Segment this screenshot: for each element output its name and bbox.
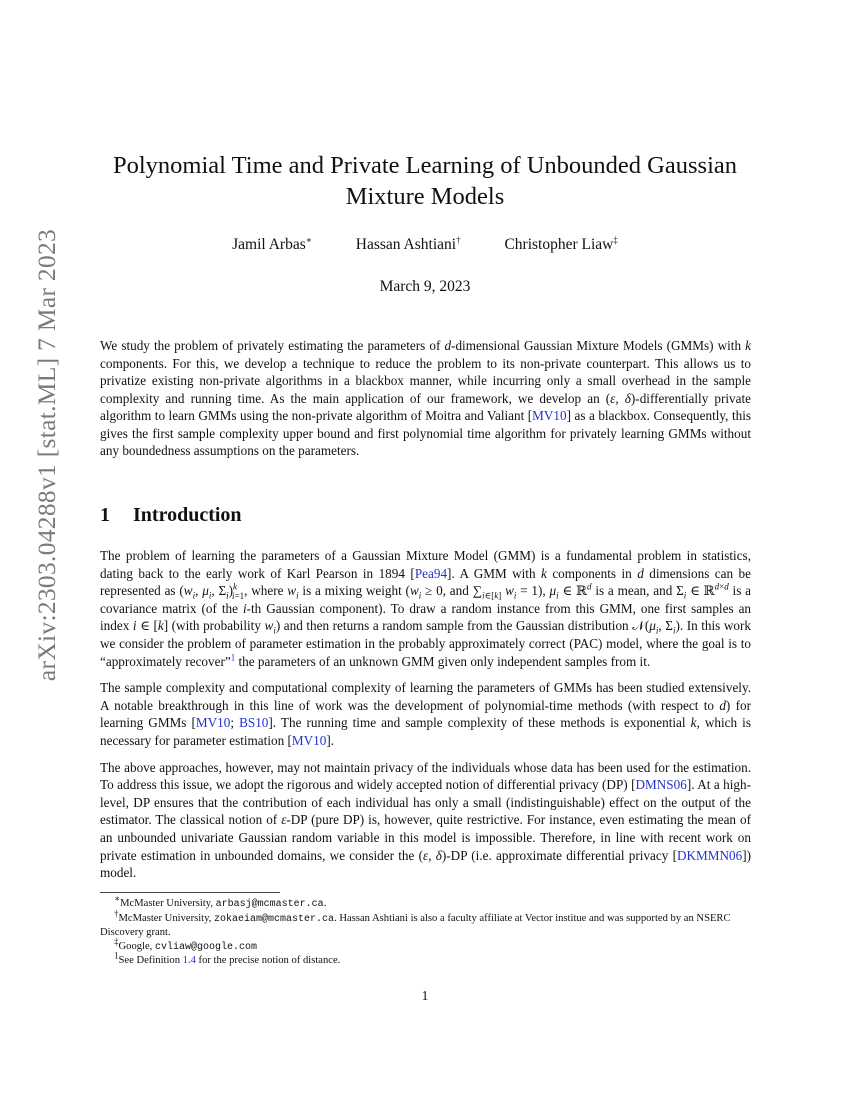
author-list [0,236,850,254]
citation-link[interactable]: MV10 [532,408,567,423]
citation-link[interactable]: DMNS06 [635,777,687,793]
page-number: 1 [421,988,429,1003]
footnote: $^1$See Definition 1.4 for the precise notion of distance. [114,950,341,966]
citation-link[interactable]: DKMMN06 [677,847,743,863]
footnote-rule [100,892,280,893]
footnote: ∗McMaster University, arbasj@mcmaster.ca. [114,893,327,910]
author: Hassan Ashtiani† [355,234,461,253]
footnotes [100,893,751,968]
author: Jamil Arbas∗ [232,234,312,253]
citation-link[interactable]: BS10 [239,715,269,731]
footnote: ‡Google, cvliaw@google.com [114,935,258,953]
abstract: We study the problem of privately estimating the parameters of d-dimensional Gaussian Mixture Models (GMMs) with k components. For this, we develop a technique to reduce the problem to its non-private counterpart. This allows us to privatize existing non-private algorithms in a blackbox manner, while incurring only a small overhead in the sample complexity and running time. As the main application of our framework, we develop an (ε, δ)-differentially private algorithm to learn GMMs using the non-private algorithm of Moitra and Valiant [MV10] as a blackbox. Consequently, this gives the first sample complexity upper bound and first polynomial time algorithm for privately learning GMMs without any boundedness assumptions on the parameters. [100,338,751,458]
definition-link[interactable]: 1.4 [182,955,196,966]
footnote: †McMaster University, zokaeiam@mcmaster.ca. Hassan Ashtiani is also a faculty affiliate at Vector institue and was supported by an NSERC Discovery grant. [100,907,731,938]
section-heading: 1 Introduction [100,504,242,526]
paper-title: Polynomial Time and Private Learning of Unbounded Gaussian Mixture Models [113,152,737,210]
citation-link[interactable]: MV10 [195,715,231,731]
citation-link[interactable]: MV10 [291,732,327,748]
arxiv-watermark [22,228,72,682]
author: Christopher Liaw‡ [504,234,618,253]
section-body: The problem of learning the parameters of a Gaussian Mixture Model (GMM) is a fundamental problem in statistics, dating back to the early work of Karl Pearson in 1894 [Pea94]. A GMM with k components in d dimensions can be represented as ($w_i$, $\mu_i$, $\Sigma_i)^k_{i=1}$, where $w_i$ is a mixing weight ($w_i \ge 0$, and $\sum_{i\in[k]}$ $w_i = 1$), $\mu_i$ ∈ ℝ$^d$ is a mean, and $\Sigma_i$ ∈ ℝ$^{d\times d}$ is a covariance matrix (of the i-th Gaussian component). To draw a random instance from this GMM, one first samples an index i ∈ [k] (with probability $w_i$) and then returns a random sample from the Gaussian distribution $𝒩(\mu_i$, $\Sigma_i$). In this work we consider the problem of parameter estimation in the probably approximately correct (PAC) model, where the goal is to “approximately recover”$^1$ the parameters of an unknown GMM given only independent samples from it. The sample complexity and computational complexity of learning the parameters of GMMs has been studied extensively. A notable breakthrough in this line of work was the development of polynomial-time methods (with respect to d) for learning GMMs [MV10; BS10]. The running time and sample complexity of these methods is exponential k, which is necessary for parameter estimation [MV10]. The above approaches, however, may not maintain privacy of the individuals whose data has been used for the estimation. To address this issue, we adopt the rigorous and widely accepted notion of differential privacy (DP) [DMNS06]. At a high-level, DP ensures that the contribution of each individual has only a small (indistinguishable) effect on the output of the estimator. The classical notion of ε-DP (pure DP) is, however, quite restrictive. For instance, even estimating the mean of an unbounded univariate Gaussian random variable in this model is impossible. Therefore, in line with recent work on private estimation in unbounded domains, we consider the (ε, δ)-DP (i.e. approximate differential privacy [DKMMN06]) model. [100,548,752,881]
paper-date: March 9, 2023 [379,278,471,295]
citation-link[interactable]: Pea94 [414,565,448,581]
arxiv-id: arXiv:2303.04288v1 [stat.ML] 7 Mar 2023 [32,228,61,682]
